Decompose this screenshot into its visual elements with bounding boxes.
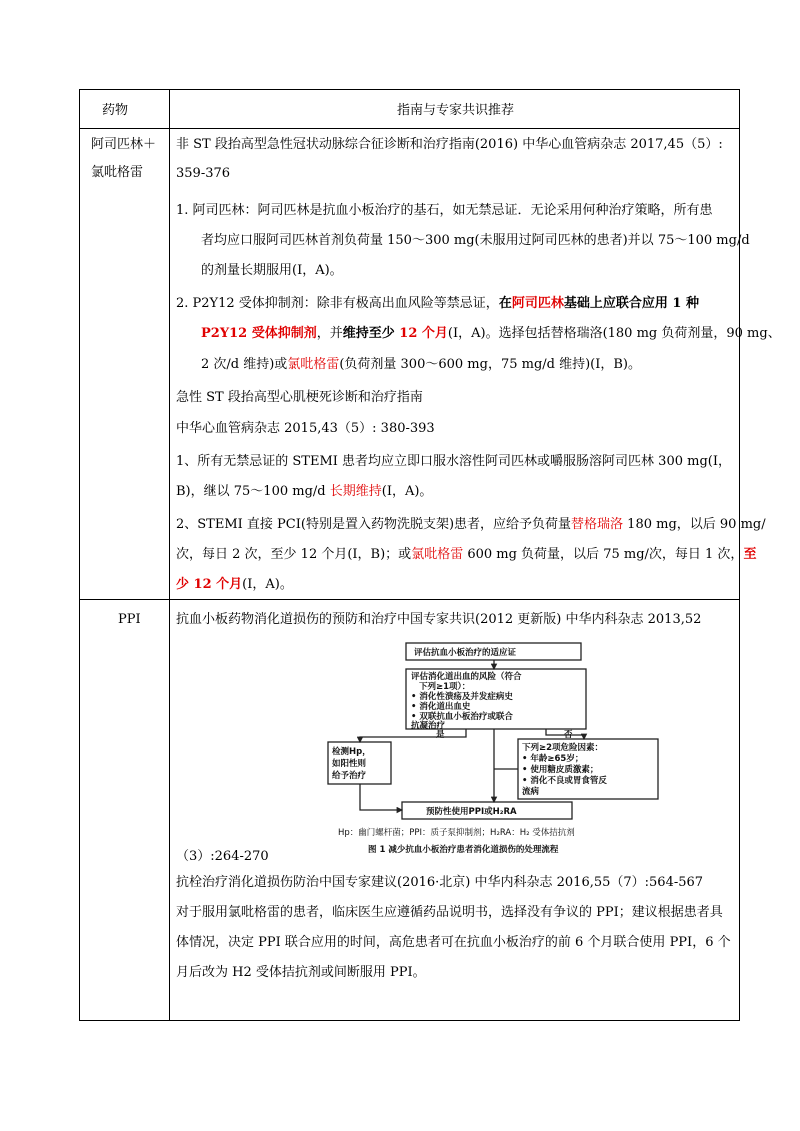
text-run: 在 xyxy=(498,296,512,311)
flow-text: 给予治疗 xyxy=(332,771,367,781)
flow-text: • 消化不良或胃食管反 xyxy=(522,776,607,786)
aspirin-para-line1: 1. 阿司匹林：阿司匹林是抗血小板治疗的基石，如无禁忌证．无论采用何种治疗策略，所有患 xyxy=(176,203,713,218)
highlight-long-term: 长期维持 xyxy=(329,484,382,499)
highlight-12-months: 少 12 个月 xyxy=(176,577,243,592)
highlight-at-least: 至 xyxy=(743,547,757,562)
text-run: 180 mg，以后 90 mg/ xyxy=(623,517,766,532)
flow-label-no: 否 xyxy=(564,730,573,740)
header-recommendation: 指南与专家共识推荐 xyxy=(397,103,515,118)
guide2-title: 急性 ST 段抬高型心肌梗死诊断和治疗指南 xyxy=(176,390,423,405)
text-run: 维持至少 xyxy=(342,326,395,341)
text-run: 2 次/d 维持)或 xyxy=(201,357,288,372)
p2y12-para-line3 xyxy=(201,355,641,375)
stemi-para2-line2 xyxy=(176,545,756,565)
text-run: (I，A)。 xyxy=(242,577,293,592)
text-run: ，并 xyxy=(316,326,343,341)
text-run: (I，A)。 xyxy=(381,484,433,499)
stemi-para2-line3 xyxy=(176,575,293,595)
text-run: 2. P2Y12 受体抑制剂：除非有极高出血风险等禁忌证， xyxy=(176,296,499,311)
drug-name-line1: 阿司匹林＋ xyxy=(91,137,157,152)
flow-text: 下列≥2项危险因素： xyxy=(522,743,604,753)
flow-text: 下列≥1项）： xyxy=(419,682,471,692)
ppi-para-line2: 体情况，决定 PPI 联合应用的时间，高危患者可在抗血小板治疗的前 6 个月联合使用 PPI，6 个 xyxy=(176,935,731,950)
ppi-para-line1: 对于服用氯吡格雷的患者，临床医生应遵循药品说明书，选择没有争议的 PPI；建议根据患者具 xyxy=(176,905,723,920)
flow-text: • 双联抗血小板治疗或联合 xyxy=(411,712,513,722)
p2y12-para-line1 xyxy=(176,294,699,314)
flow-text: 流病 xyxy=(522,787,540,797)
flow-text: 评估消化道出血的风险（符合 xyxy=(411,672,522,682)
highlight-clopidogrel: 氯吡格雷 xyxy=(411,547,464,562)
flow-text: • 消化性溃疡及并发症病史 xyxy=(411,692,513,702)
guide2-journal: 中华心血管病杂志 2015,43（5）: 380-393 xyxy=(176,421,435,436)
highlight-p2y12: P2Y12 受体抑制剂 xyxy=(201,326,317,341)
highlight-clopidogrel: 氯吡格雷 xyxy=(287,357,340,372)
flow-text: 如阳性则 xyxy=(332,759,367,769)
drug-name-line2: 氯吡格雷 xyxy=(91,165,144,180)
stemi-para2-line1 xyxy=(176,515,766,535)
text-run: (负荷剂量 300～600 mg，75 mg/d 维持)(I，B)。 xyxy=(339,357,642,372)
stemi-para1-line2 xyxy=(176,482,432,502)
aspirin-para-line3: 的剂量长期服用(I，A)。 xyxy=(201,263,343,278)
flow-text: 评估抗血小板治疗的适应证 xyxy=(414,648,517,658)
aspirin-para-line2: 者均应口服阿司匹林首剂负荷量 150～300 mg(未服用过阿司匹林的患者)并以 75～100 mg/d xyxy=(201,233,750,248)
text-run: 基础上应联合应用 1 种 xyxy=(563,296,699,311)
drug-name-ppi: PPI xyxy=(118,612,141,627)
flow-caption: 图 1 减少抗血小板治疗患者消化道损伤的处理流程 xyxy=(368,845,559,855)
ppi-para-line3: 月后改为 H2 受体拮抗剂或间断服用 PPI。 xyxy=(176,965,426,980)
text-run: 600 mg 负荷量，以后 75 mg/次，每日 1 次， xyxy=(463,547,744,562)
flowchart-figure xyxy=(316,639,740,861)
header-drug: 药物 xyxy=(102,103,129,118)
flow-text: 预防性使用PPI或H₂RA xyxy=(426,807,517,817)
p2y12-para-line2 xyxy=(201,324,781,344)
flow-text: 检测Hp， xyxy=(332,747,371,757)
text-run: B)，继以 75～100 mg/d xyxy=(176,484,330,499)
flow-text: 抗凝治疗 xyxy=(411,721,446,731)
highlight-aspirin: 阿司匹林 xyxy=(511,296,564,311)
flow-text: • 使用糖皮质激素； xyxy=(522,765,599,775)
text-run: 次，每日 2 次，至少 12 个月(I，B)；或 xyxy=(176,547,412,562)
row-divider-header xyxy=(80,128,739,129)
column-divider xyxy=(169,90,170,1020)
flow-text: • 消化道出血史 xyxy=(411,702,471,712)
flow-text: • 年龄≥65岁； xyxy=(522,754,584,764)
flow-label-yes: 是 xyxy=(436,730,445,740)
ppi-guide1-pages: （3）:264-270 xyxy=(176,849,269,864)
ppi-guide1-title: 抗血小板药物消化道损伤的预防和治疗中国专家共识(2012 更新版) 中华内科杂志 2013,52 xyxy=(176,612,702,627)
highlight-ticagrelor: 替格瑞洛 xyxy=(571,517,624,532)
text-run: 2、STEMI 直接 PCI(特别是置入药物洗脱支架)患者，应给予负荷量 xyxy=(176,517,572,532)
ppi-guide2-title: 抗栓治疗消化道损伤防治中国专家建议(2016·北京) 中华内科杂志 2016,55（7）:564-567 xyxy=(176,875,704,890)
text-run: (I，A)。选择包括替格瑞洛(180 mg 负荷剂量，90 mg、 xyxy=(447,326,781,341)
highlight-12-months: 12 个月 xyxy=(394,326,448,341)
stemi-para1-line1: 1、所有无禁忌证的 STEMI 患者均应立即口服水溶性阿司匹林或嚼服肠溶阿司匹林 300 mg(I， xyxy=(176,454,731,469)
flow-legend: Hp：幽门螺杆菌；PPI：质子泵抑制剂；H₂RA：H₂ 受体拮抗剂 xyxy=(338,828,575,838)
row-divider-1 xyxy=(80,599,739,600)
flow-arrow xyxy=(360,784,402,810)
guide1-pages: 359-376 xyxy=(176,166,231,181)
guide1-title: 非 ST 段抬高型急性冠状动脉综合征诊断和治疗指南(2016) 中华心血管病杂志 2017,45（5）: xyxy=(176,137,723,152)
